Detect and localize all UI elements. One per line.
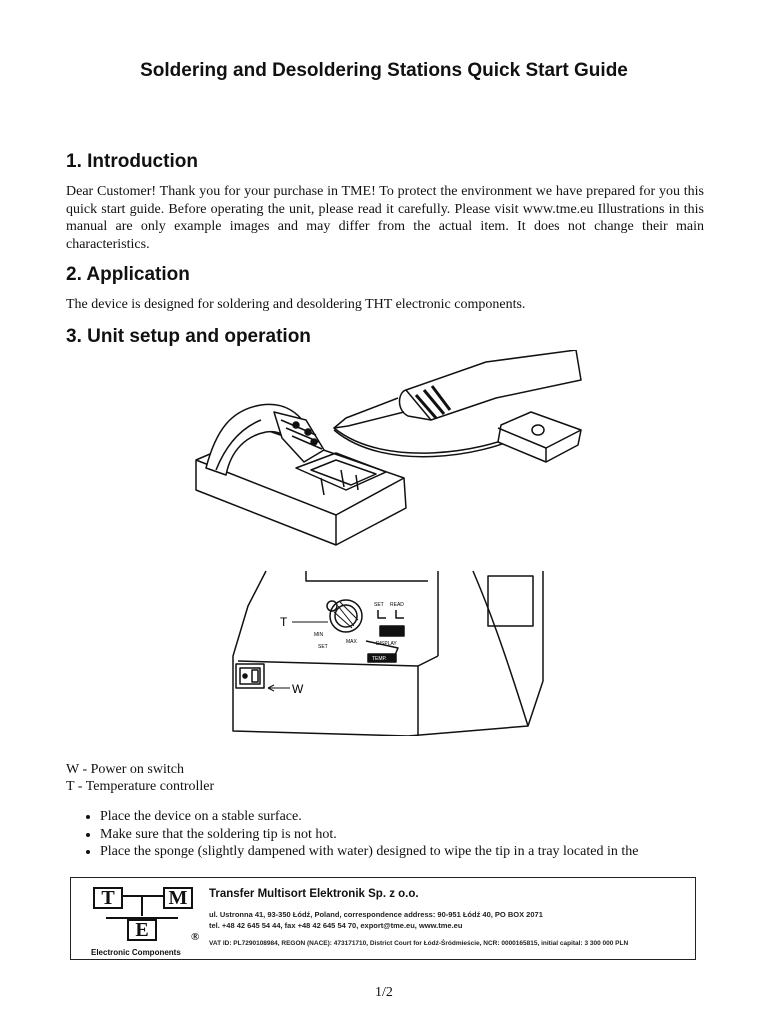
- list-item: • Place the sponge (slightly dampened with water) designed to wipe the tip in a tray located in the: [100, 843, 740, 861]
- logo-letter-m: M: [163, 887, 193, 909]
- company-address: ul. Ustronna 41, 93-350 Łódź, Poland, correspondence address: 90-951 Łódź 40, PO BOX 2071: [209, 910, 543, 919]
- tme-logo: [91, 886, 201, 958]
- introduction-text: Dear Customer! Thank you for your purchase in TME! To protect the environment we have prepared for you this quick start guide. Before operating the unit, please read it carefully. Please visit www.tme.eu Illustrations in this manual are only example images and may differ from the actual item. It does not change their main characteristics.: [66, 184, 704, 252]
- company-contact: tel. +48 42 645 54 44, fax +48 42 645 54 70, export@tme.eu, www.tme.eu: [209, 921, 463, 930]
- soldering-stand-illustration: [186, 350, 586, 550]
- heading-unit-setup: 3. Unit setup and operation: [66, 326, 311, 347]
- knob-max-label: MAX: [346, 639, 357, 645]
- control-panel-illustration: [228, 566, 548, 736]
- logo-letter-t: T: [93, 887, 123, 909]
- panel-set-top-label: SET: [374, 602, 384, 608]
- panel-temp-label: TEMP.: [372, 656, 387, 662]
- company-name: Transfer Multisort Elektronik Sp. z o.o.: [209, 888, 419, 900]
- footer-company-box: [70, 877, 696, 960]
- logo-letter-e: E: [127, 919, 157, 941]
- knob-min-label: MIN: [314, 632, 324, 638]
- heading-application: 2. Application: [66, 264, 190, 285]
- panel-read-label: READ: [390, 602, 404, 608]
- company-legal: VAT ID: PL7290108984, REGON (NACE): 473171710, District Court for Łódź-Śródmieście, NCR: 0000165815, initial capital: 3 300 000 PLN: [209, 940, 629, 947]
- logo-caption: Electronic Components: [91, 948, 181, 957]
- document-title: Soldering and Desoldering Stations Quick Start Guide: [140, 60, 628, 81]
- heading-introduction: 1. Introduction: [66, 151, 198, 172]
- label-w: W: [292, 682, 304, 696]
- application-text: The device is designed for soldering and desoldering THT electronic components.: [66, 297, 526, 312]
- page-number: 1/2: [375, 985, 393, 1000]
- label-t: T: [280, 615, 288, 629]
- list-item: • Place the device on a stable surface.: [100, 808, 740, 826]
- setup-bullet-list: [82, 808, 740, 861]
- legend-t: T - Temperature controller: [66, 779, 215, 794]
- legend-w: W - Power on switch: [66, 762, 184, 777]
- panel-set-label: SET: [318, 644, 328, 650]
- panel-display-label: DISPLAY: [376, 641, 397, 647]
- list-item: • Make sure that the soldering tip is not hot.: [100, 826, 740, 844]
- registered-mark: ®: [191, 931, 200, 943]
